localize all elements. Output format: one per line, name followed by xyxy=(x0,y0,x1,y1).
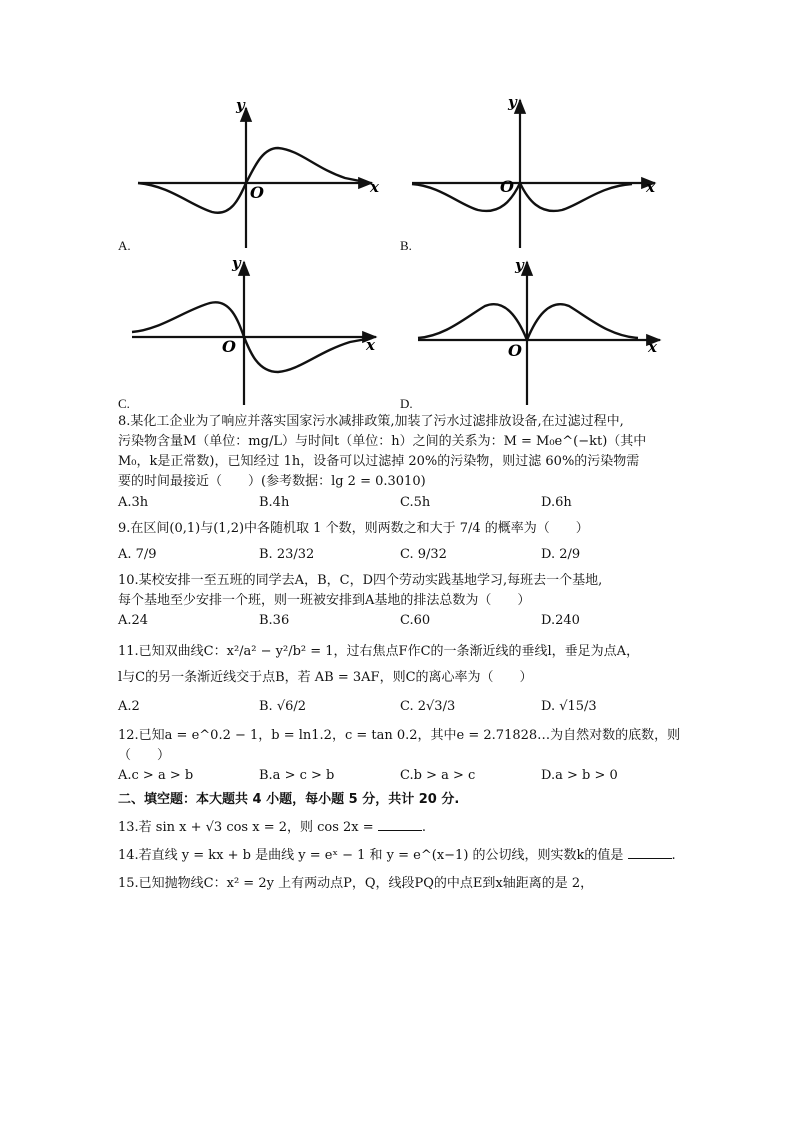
q8-choice-b: B.4h xyxy=(259,494,290,510)
graphs-svg xyxy=(0,0,794,420)
q10-choice-d: D.240 xyxy=(541,613,580,629)
q8-line-4: 要的时间最接近（ ）(参考数据：lg 2 = 0.3010) xyxy=(118,474,426,490)
q14-answer-blank[interactable] xyxy=(628,846,672,859)
q12-choice-b: B.a > c > b xyxy=(259,767,335,783)
q9-line-1: 9.在区间(0,1)与(1,2)中各随机取 1 个数，则两数之和大于 7/4 的概率为（ ） xyxy=(118,520,589,536)
graph-d-y-label: y xyxy=(515,256,524,274)
q8-choice-a: A.3h xyxy=(118,494,149,510)
question-15 xyxy=(118,874,678,894)
graph-d-x-label: x xyxy=(648,338,657,356)
graph-a-label: A. xyxy=(118,238,131,253)
question-14 xyxy=(118,846,678,866)
q10-choice-c: C.60 xyxy=(400,613,431,629)
q11-choice-a: A.2 xyxy=(118,699,140,715)
q8-choice-d: D.6h xyxy=(541,494,572,510)
graph-b-origin: O xyxy=(500,177,514,196)
graph-a xyxy=(138,96,380,248)
q10-choice-a: A.24 xyxy=(118,613,149,629)
q8-line-1: 8.某化工企业为了响应并落实国家污水减排政策,加装了污水过滤排放设备,在过滤过程中, xyxy=(118,414,624,429)
graph-d xyxy=(418,256,660,405)
q14-text: 14.若直线 y = kx + b 是曲线 y = eˣ − 1 和 y = e^(x−1) 的公切线，则实数k的值是 xyxy=(118,848,624,864)
graph-a-y-label: y xyxy=(236,96,245,114)
q10-choice-b: B.36 xyxy=(259,613,290,629)
graph-c-origin: O xyxy=(222,337,236,356)
q13-text: 13.若 sin x + √3 cos x = 2，则 cos 2x = xyxy=(118,820,374,836)
q9-choice-c: C. 9/32 xyxy=(400,546,447,562)
graph-c-y-label: y xyxy=(232,254,241,272)
graph-d-origin: O xyxy=(508,341,522,360)
q11-line-2: l与C的另一条渐近线交于点B，若 AB = 3AF，则C的离心率为（ ） xyxy=(118,670,533,686)
q12-line-1: 12.已知a = e^0.2 − 1，b = ln1.2，c = tan 0.2，其中e = 2.71828…为自然对数的底数，则 xyxy=(118,727,681,743)
q13-end: . xyxy=(421,820,426,836)
graph-c-x-label: x xyxy=(366,336,375,354)
answer-graphs xyxy=(0,0,794,420)
question-content xyxy=(118,412,681,895)
question-13 xyxy=(118,818,678,838)
question-12 xyxy=(118,726,681,786)
q12-choice-d: D.a > b > 0 xyxy=(541,767,618,783)
q15-text: 15.已知抛物线C：x² = 2y 上有两动点P，Q，线段PQ的中点E到x轴距离的是 2， xyxy=(118,876,594,892)
graph-c-label: C. xyxy=(118,396,130,411)
q9-choice-b: B. 23/32 xyxy=(259,546,315,562)
q11-choice-b: B. √6/2 xyxy=(259,699,307,715)
q13-answer-blank[interactable] xyxy=(378,818,422,831)
graph-b-curve xyxy=(412,183,632,211)
graph-d-label: D. xyxy=(400,396,413,411)
q12-choice-a: A.c > a > b xyxy=(118,767,194,783)
section-2-heading: 二、填空题：本大题共 4 小题，每小题 5 分，共计 20 分. xyxy=(118,791,460,807)
q8-choice-c: C.5h xyxy=(400,494,431,510)
q8-line-3: M₀，k是正常数)，已知经过 1h，设备可以过滤掉 20%的污染物，则过滤 60%的污染物需 xyxy=(118,454,640,470)
graph-c xyxy=(132,254,376,405)
q9-choices xyxy=(118,545,678,565)
question-11 xyxy=(118,639,678,717)
q11-choice-c: C. 2√3/3 xyxy=(400,699,456,715)
graph-b xyxy=(412,93,656,248)
graph-a-x-label: x xyxy=(370,178,379,196)
q11-choices xyxy=(118,697,678,717)
q8-choices xyxy=(118,493,678,513)
q9-choice-d: D. 2/9 xyxy=(541,546,581,562)
q12-choice-c: C.b > a > c xyxy=(400,767,476,783)
q11-line-1: 11.已知双曲线C：x²/a² − y²/b² = 1，过右焦点F作C的一条渐近线的垂线l，垂足为点A， xyxy=(118,644,640,660)
q14-end: . xyxy=(671,848,676,864)
q10-line-1: 10.某校安排一至五班的同学去A，B，C，D四个劳动实践基地学习,每班去一个基地, xyxy=(118,572,603,588)
q12-choices xyxy=(118,766,678,786)
question-9 xyxy=(118,519,678,565)
graph-a-curve xyxy=(138,148,365,213)
q8-line-2: 污染物含量M（单位：mg/L）与时间t（单位：h）之间的关系为：M = M₀e^(−kt)（其中 xyxy=(118,434,647,450)
graph-b-label: B. xyxy=(400,238,412,253)
q10-line-2: 每个基地至少安排一个班，则一班被安排到A基地的排法总数为（ ） xyxy=(118,593,531,609)
question-8 xyxy=(118,412,678,513)
question-10 xyxy=(118,571,678,631)
q11-choice-d: D. √15/3 xyxy=(541,699,597,715)
graph-b-x-label: x xyxy=(646,178,655,196)
q10-choices xyxy=(118,611,678,631)
q9-choice-a: A. 7/9 xyxy=(118,546,157,562)
graph-a-origin: O xyxy=(250,183,264,202)
q12-line-2: （ ） xyxy=(118,747,171,763)
graph-b-y-label: y xyxy=(508,93,517,111)
